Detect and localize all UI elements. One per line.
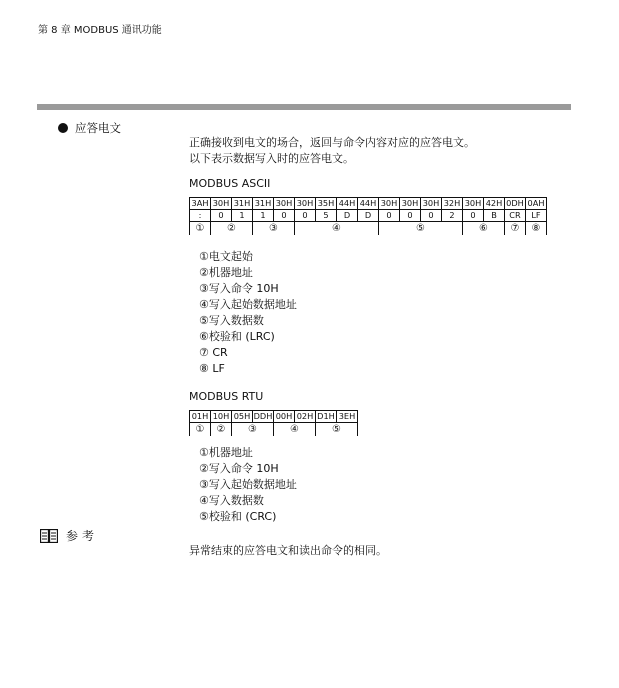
rtu-title: MODBUS RTU bbox=[189, 390, 264, 403]
legend-item: ①机器地址 bbox=[199, 446, 253, 459]
ascii-char-cell: 0 bbox=[379, 210, 400, 222]
ascii-char-cell: 0 bbox=[421, 210, 442, 222]
ascii-char-cell: 0 bbox=[463, 210, 484, 222]
legend-item: ①电文起始 bbox=[199, 250, 253, 263]
ascii-hex-cell: 30H bbox=[295, 198, 316, 210]
ascii-hex-cell: 31H bbox=[232, 198, 253, 210]
ascii-hex-cell: 32H bbox=[442, 198, 463, 210]
rtu-group-label: ④ bbox=[274, 423, 316, 437]
legend-item: ④写入数据数 bbox=[199, 494, 264, 507]
ascii-hex-cell: 31H bbox=[253, 198, 274, 210]
section-heading bbox=[58, 120, 121, 136]
reference-label: 参考 bbox=[66, 529, 99, 543]
ascii-char-cell: D bbox=[337, 210, 358, 222]
legend-item: ②机器地址 bbox=[199, 266, 253, 279]
ascii-group-label: ② bbox=[211, 222, 253, 236]
ascii-char-cell: 5 bbox=[316, 210, 337, 222]
ascii-hex-cell: 30H bbox=[211, 198, 232, 210]
ascii-group-label: ④ bbox=[295, 222, 379, 236]
ascii-char-cell: LF bbox=[526, 210, 547, 222]
ascii-hex-cell: 35H bbox=[316, 198, 337, 210]
ascii-group-label: ⑦ bbox=[505, 222, 526, 236]
ascii-char-cell: 0 bbox=[400, 210, 421, 222]
ascii-char-cell: B bbox=[484, 210, 505, 222]
rtu-group-label: ② bbox=[211, 423, 232, 437]
ascii-char-cell: D bbox=[358, 210, 379, 222]
legend-item: ⑦ CR bbox=[199, 346, 228, 359]
ascii-char-cell: 1 bbox=[232, 210, 253, 222]
legend-item: ②写入命令 10H bbox=[199, 462, 279, 475]
header-rule bbox=[37, 104, 571, 110]
reference-text: 异常结束的应答电文和读出命令的相同。 bbox=[189, 544, 387, 557]
intro-line-1: 正确接收到电文的场合，返回与命令内容对应的应答电文。 bbox=[189, 136, 475, 149]
legend-item: ⑧ LF bbox=[199, 362, 225, 375]
reference-heading bbox=[40, 527, 98, 544]
ascii-legend bbox=[199, 249, 297, 377]
rtu-group-label: ① bbox=[190, 423, 211, 437]
legend-item: ③写入起始数据地址 bbox=[199, 478, 297, 491]
ascii-hex-cell: 0AH bbox=[526, 198, 547, 210]
ascii-char-cell: 2 bbox=[442, 210, 463, 222]
ascii-frame-table bbox=[189, 197, 547, 235]
rtu-hex-cell: 02H bbox=[295, 411, 316, 423]
ascii-hex-cell: 30H bbox=[421, 198, 442, 210]
ascii-hex-cell: 0DH bbox=[506, 198, 524, 208]
section-title: 应答电文 bbox=[75, 121, 121, 135]
rtu-frame-table bbox=[189, 410, 358, 436]
rtu-legend bbox=[199, 445, 297, 525]
rtu-hex-cell: D1H bbox=[317, 411, 335, 421]
rtu-group-label: ⑤ bbox=[316, 423, 358, 437]
ascii-hex-cell: 44H bbox=[337, 198, 358, 210]
ascii-group-label: ③ bbox=[253, 222, 295, 236]
rtu-hex-cell: 05H bbox=[232, 411, 253, 423]
ascii-char-cell: : bbox=[190, 210, 211, 222]
ascii-char-cell: CR bbox=[505, 210, 526, 222]
ascii-group-label: ⑧ bbox=[526, 222, 547, 236]
ascii-char-cell: 1 bbox=[253, 210, 274, 222]
ascii-group-label: ⑤ bbox=[379, 222, 463, 236]
legend-item: ⑤写入数据数 bbox=[199, 314, 264, 327]
rtu-hex-cell: DDH bbox=[253, 411, 273, 421]
legend-item: ③写入命令 10H bbox=[199, 282, 279, 295]
chapter-header: 第 8 章 MODBUS 通讯功能 bbox=[38, 25, 162, 36]
ascii-hex-cell: 30H bbox=[463, 198, 484, 210]
ascii-hex-cell: 44H bbox=[358, 198, 379, 210]
ascii-hex-cell: 30H bbox=[274, 198, 295, 210]
rtu-group-label: ③ bbox=[232, 423, 274, 437]
rtu-hex-cell: 01H bbox=[190, 411, 211, 423]
intro-line-2: 以下表示数据写入时的应答电文。 bbox=[189, 152, 354, 165]
ascii-char-cell: 0 bbox=[274, 210, 295, 222]
ascii-char-cell: 0 bbox=[211, 210, 232, 222]
ascii-char-cell: 0 bbox=[295, 210, 316, 222]
intro-text bbox=[189, 135, 475, 167]
ascii-hex-cell: 30H bbox=[379, 198, 400, 210]
ascii-group-label: ⑥ bbox=[463, 222, 505, 236]
rtu-hex-cell: 10H bbox=[211, 411, 232, 423]
rtu-hex-cell: 00H bbox=[274, 411, 295, 423]
bullet-icon bbox=[58, 123, 68, 133]
rtu-hex-cell: 3EH bbox=[337, 411, 358, 423]
ascii-group-label: ① bbox=[190, 222, 211, 236]
ascii-hex-cell: 3AH bbox=[190, 198, 211, 210]
book-icon bbox=[40, 529, 58, 543]
legend-item: ④写入起始数据地址 bbox=[199, 298, 297, 311]
ascii-hex-cell: 42H bbox=[484, 198, 505, 210]
legend-item: ⑥校验和 (LRC) bbox=[199, 330, 275, 343]
legend-item: ⑤校验和 (CRC) bbox=[199, 510, 277, 523]
ascii-title: MODBUS ASCII bbox=[189, 177, 271, 190]
ascii-hex-cell: 30H bbox=[400, 198, 421, 210]
